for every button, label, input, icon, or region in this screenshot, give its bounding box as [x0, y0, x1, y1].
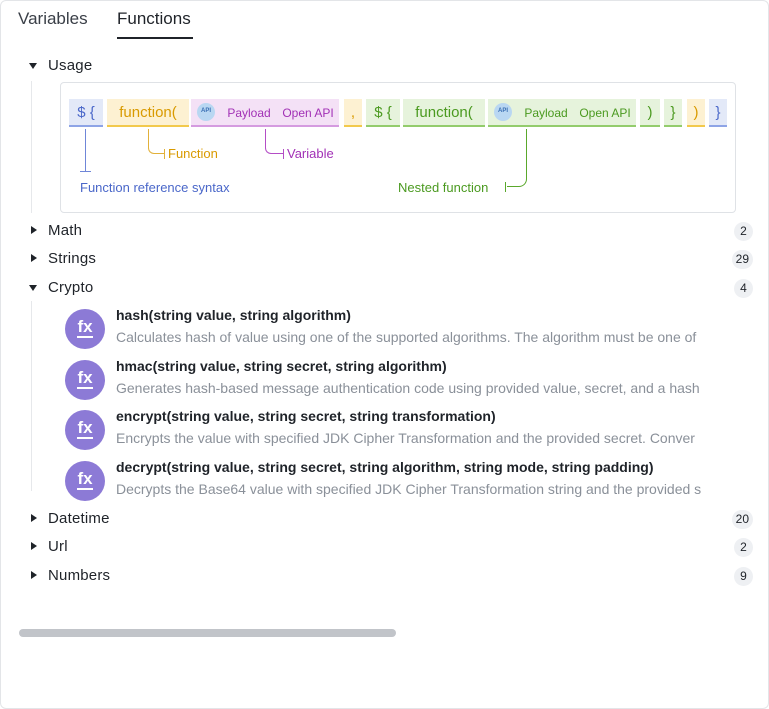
- function-fx-icon: fx: [65, 410, 105, 450]
- count-badge: 2: [734, 538, 753, 557]
- tree-item-crypto[interactable]: [1, 277, 769, 301]
- token-nested-open-expression: $ {: [366, 99, 400, 127]
- caret-down-icon: [29, 285, 37, 291]
- reference-connector-cap: [80, 171, 91, 172]
- annotation-reference-syntax: Function reference syntax: [80, 180, 230, 195]
- count-badge: 4: [734, 279, 753, 298]
- tree-guide-line: [31, 81, 32, 213]
- tree-item-math[interactable]: [1, 220, 769, 244]
- function-description: Calculates hash of value using one of the supported algorithms. The algorithm must be one of: [116, 329, 697, 345]
- function-connector-cap: [164, 149, 165, 159]
- token-open-expression: $ {: [69, 99, 103, 127]
- function-signature: hmac(string value, string secret, string algorithm): [116, 358, 447, 374]
- token-function: function(: [107, 99, 189, 127]
- tree-item-label: Strings: [48, 250, 97, 267]
- reference-connector: [85, 129, 86, 171]
- horizontal-scrollbar[interactable]: [19, 629, 396, 637]
- api-icon: [494, 103, 512, 121]
- function-item-encrypt[interactable]: [1, 408, 769, 458]
- tree-item-numbers[interactable]: [1, 565, 769, 589]
- tree-item-label: Math: [48, 222, 83, 239]
- token-api-icon: [191, 99, 221, 127]
- function-item-hash[interactable]: [1, 307, 769, 357]
- token-comma: ,: [344, 99, 362, 127]
- variable-connector-cap: [283, 149, 284, 159]
- token-close-brace: }: [709, 99, 727, 127]
- function-fx-icon: fx: [65, 360, 105, 400]
- tab-bar: [1, 1, 768, 41]
- token-nested-close-paren: ): [640, 99, 660, 127]
- token-nested-function: function(: [403, 99, 485, 127]
- function-signature: hash(string value, string algorithm): [116, 307, 351, 323]
- token-nested-api-icon: [488, 99, 518, 127]
- count-badge: 29: [732, 250, 753, 269]
- function-description: Encrypts the value with specified JDK Cipher Transformation and the provided secret. Conver: [116, 430, 695, 446]
- tree-item-usage[interactable]: [1, 55, 769, 79]
- tree-item-label: Numbers: [48, 567, 111, 584]
- function-description: Decrypts the Base64 value with specified JDK Cipher Transformation string and the provided s: [116, 481, 702, 497]
- usage-syntax-card: [60, 82, 736, 213]
- token-nested-open-api: Open API: [574, 99, 636, 127]
- count-badge: 2: [734, 222, 753, 241]
- nested-connector: [507, 129, 527, 187]
- function-connector: [148, 129, 164, 154]
- function-signature: decrypt(string value, string secret, string algorithm, string mode, string padding): [116, 459, 654, 475]
- tree-item-strings[interactable]: [1, 248, 769, 272]
- tab-variables[interactable]: Variables: [18, 9, 88, 28]
- tree-item-label: Url: [48, 538, 68, 555]
- caret-right-icon: [31, 514, 37, 522]
- api-icon: [197, 103, 215, 121]
- token-nested-close-brace: }: [664, 99, 682, 127]
- caret-right-icon: [31, 254, 37, 262]
- active-tab-indicator: [117, 37, 193, 39]
- tree-item-label: Crypto: [48, 279, 94, 296]
- annotation-function: Function: [168, 146, 218, 161]
- tree-item-label: Usage: [48, 57, 93, 74]
- function-signature: encrypt(string value, string secret, string transformation): [116, 408, 496, 424]
- function-item-hmac[interactable]: [1, 358, 769, 408]
- tree-item-datetime[interactable]: [1, 508, 769, 532]
- function-description: Generates hash-based message authentication code using provided value, secret, and a hash: [116, 380, 700, 396]
- count-badge: 20: [732, 510, 753, 529]
- tree-item-url[interactable]: [1, 536, 769, 560]
- caret-down-icon: [29, 63, 37, 69]
- caret-right-icon: [31, 542, 37, 550]
- variable-connector: [265, 129, 283, 154]
- caret-right-icon: [31, 571, 37, 579]
- function-fx-icon: fx: [65, 309, 105, 349]
- token-nested-payload: Payload: [518, 99, 574, 127]
- token-open-api: Open API: [277, 99, 339, 127]
- token-payload: Payload: [221, 99, 277, 127]
- tree-item-label: Datetime: [48, 510, 110, 527]
- annotation-nested-function: Nested function: [398, 180, 489, 195]
- function-fx-icon: fx: [65, 461, 105, 501]
- token-close-paren: ): [687, 99, 705, 127]
- annotation-variable: Variable: [287, 146, 334, 161]
- count-badge: 9: [734, 567, 753, 586]
- caret-right-icon: [31, 226, 37, 234]
- tab-functions[interactable]: Functions: [117, 9, 191, 28]
- function-item-decrypt[interactable]: [1, 459, 769, 509]
- nested-connector-cap: [505, 182, 506, 192]
